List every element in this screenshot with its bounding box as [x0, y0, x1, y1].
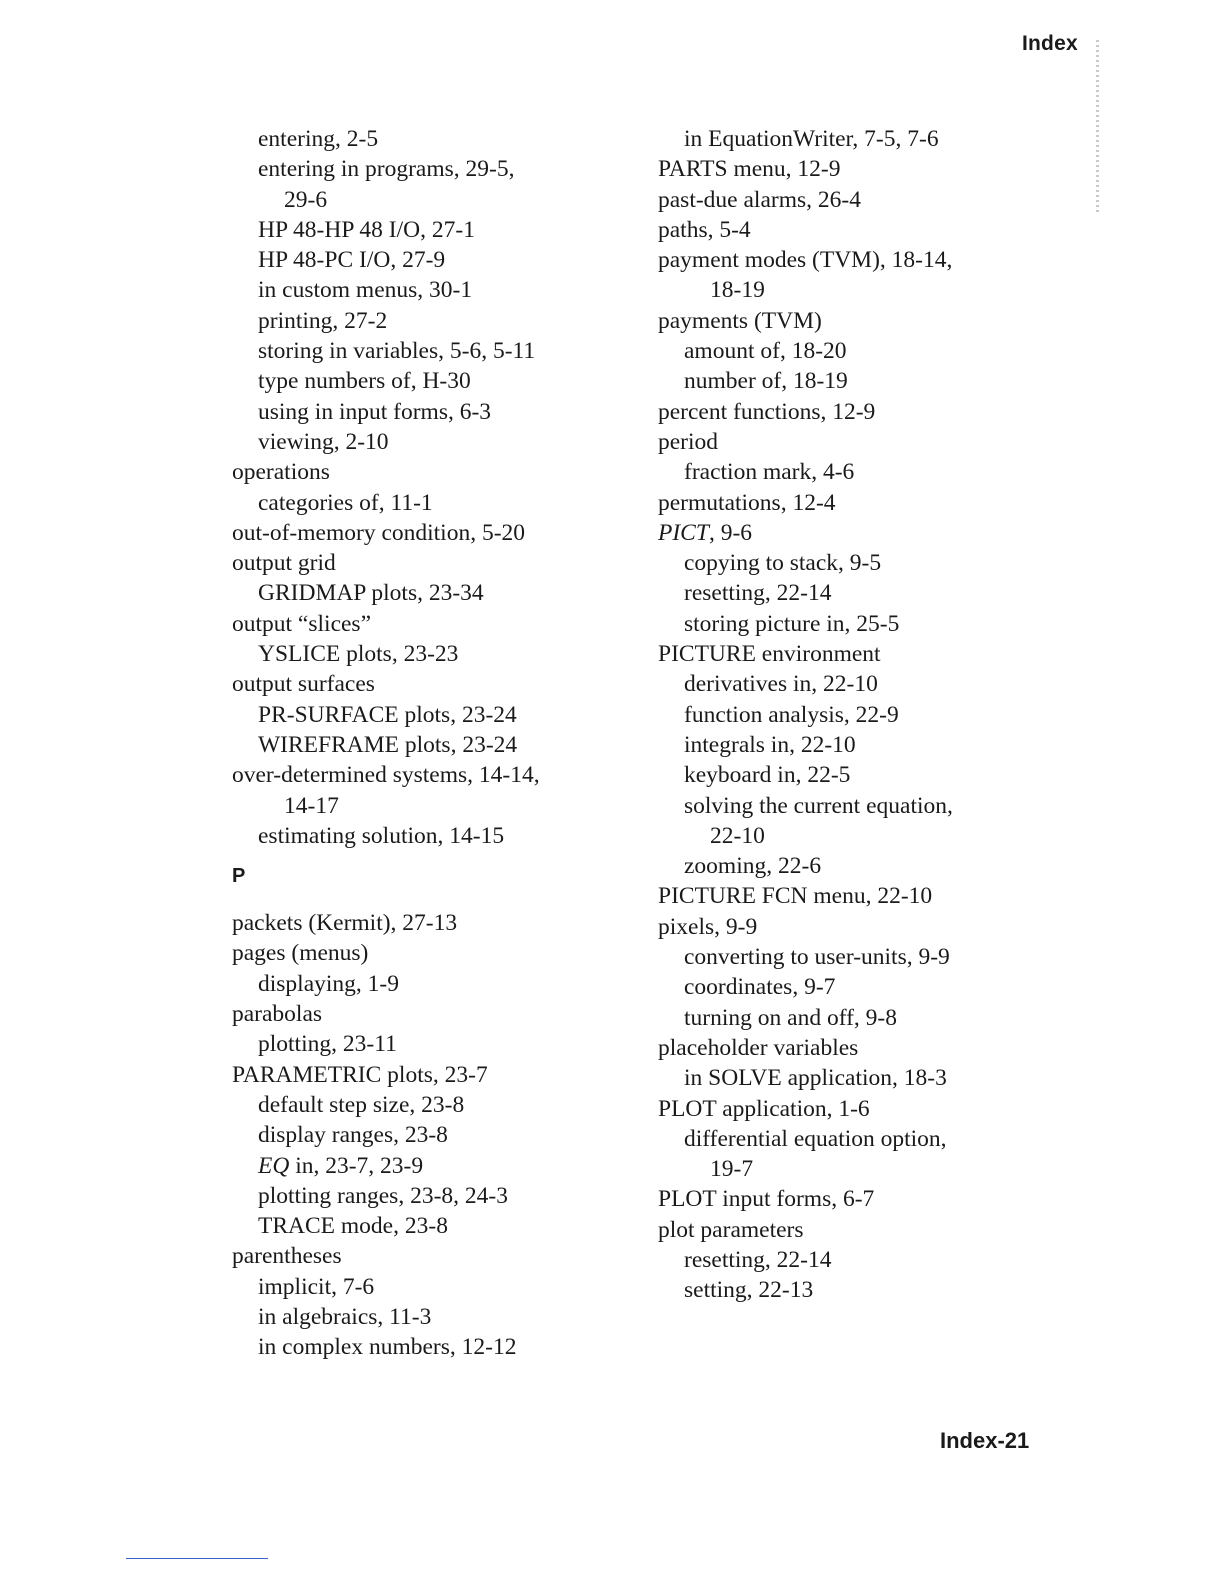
index-entry: period	[658, 428, 719, 455]
index-subentry: fraction mark, 4-6	[684, 459, 855, 486]
running-header-title: Index	[1022, 32, 1078, 55]
index-entry: over-determined systems, 14-14,	[232, 762, 540, 789]
index-subentry: setting, 22-13	[684, 1277, 814, 1304]
index-entry: payments (TVM)	[658, 307, 822, 334]
index-entry: paths, 5-4	[658, 216, 751, 243]
index-entry: packets (Kermit), 27-13	[232, 910, 458, 937]
index-entry: PICTURE environment	[658, 641, 881, 668]
index-subentry: differential equation option,	[684, 1125, 947, 1152]
index-entry	[658, 518, 1038, 548]
index-entry: permutations, 12-4	[658, 489, 836, 516]
index-entry: pixels, 9-9	[658, 913, 758, 940]
index-entry: PARTS menu, 12-9	[658, 156, 841, 183]
index-subentry: GRIDMAP plots, 23-34	[258, 580, 484, 607]
index-subentry: viewing, 2-10	[258, 428, 389, 455]
index-entry: pages (menus)	[232, 940, 369, 967]
index-entry: payment modes (TVM), 18-14,	[658, 247, 953, 274]
index-subentry: 29-6	[284, 186, 328, 213]
index-entry: parentheses	[232, 1243, 342, 1270]
index-entry: PICTURE FCN menu, 22-10	[658, 883, 933, 910]
index-entry: out-of-memory condition, 5-20	[232, 519, 526, 546]
italic-term: EQ	[258, 1152, 290, 1179]
index-subentry: 14-17	[284, 792, 339, 819]
index-subentry: display ranges, 23-8	[258, 1122, 448, 1149]
index-subentry: entering, 2-5	[258, 126, 379, 152]
index-column-right	[658, 124, 1038, 1306]
index-subentry: using in input forms, 6-3	[258, 398, 492, 425]
index-subentry: 18-19	[710, 277, 765, 304]
index-subentry: turning on and off, 9-8	[684, 1004, 897, 1031]
index-entry: PARAMETRIC plots, 23-7	[232, 1061, 488, 1088]
index-subentry: number of, 18-19	[684, 368, 848, 395]
index-entry: percent functions, 12-9	[658, 398, 876, 425]
index-subentry: zooming, 22-6	[684, 853, 822, 880]
edge-tab-mark	[1096, 40, 1099, 212]
index-subentry: storing in variables, 5-6, 5-11	[258, 338, 536, 365]
entry-locators: in, 23-7, 23-9	[289, 1152, 424, 1179]
index-subentry: resetting, 22-14	[684, 1246, 832, 1273]
index-subentry: derivatives in, 22-10	[684, 671, 878, 698]
index-subentry: implicit, 7-6	[258, 1273, 375, 1300]
index-subentry: 22-10	[710, 822, 765, 849]
italic-term: PICT	[658, 519, 709, 546]
index-subentry: TRACE mode, 23-8	[258, 1213, 448, 1240]
section-heading: P	[232, 865, 246, 888]
index-entry: parabolas	[232, 1001, 323, 1028]
index-subentry: in EquationWriter, 7-5, 7-6	[684, 126, 939, 152]
index-subentry	[232, 1151, 612, 1181]
index-entry: PLOT input forms, 6-7	[658, 1186, 875, 1213]
index-column-left	[232, 124, 612, 1363]
index-entry: placeholder variables	[658, 1034, 859, 1061]
index-subentry: categories of, 11-1	[258, 489, 433, 516]
index-subentry: in complex numbers, 12-12	[258, 1334, 517, 1361]
index-entry: past-due alarms, 26-4	[658, 186, 861, 213]
index-entry: plot parameters	[658, 1216, 804, 1243]
index-subentry: default step size, 23-8	[258, 1091, 465, 1118]
index-subentry: in SOLVE application, 18-3	[684, 1065, 947, 1092]
index-entry: output “slices”	[232, 610, 372, 637]
index-subentry: displaying, 1-9	[258, 970, 399, 997]
index-subentry: copying to stack, 9-5	[684, 550, 882, 577]
index-subentry: WIREFRAME plots, 23-24	[258, 731, 518, 758]
index-subentry: estimating solution, 14-15	[258, 822, 505, 849]
index-subentry: HP 48-HP 48 I/O, 27-1	[258, 216, 475, 243]
index-subentry: plotting ranges, 23-8, 24-3	[258, 1182, 508, 1209]
index-subentry: printing, 27-2	[258, 307, 388, 334]
index-subentry: 19-7	[710, 1156, 754, 1183]
index-entry: operations	[232, 459, 330, 486]
index-subentry: keyboard in, 22-5	[684, 762, 851, 789]
footer-rule	[126, 1558, 268, 1559]
index-subentry: converting to user-units, 9-9	[684, 944, 950, 971]
index-subentry: amount of, 18-20	[684, 338, 847, 365]
index-subentry: in custom menus, 30-1	[258, 277, 473, 304]
index-subentry: integrals in, 22-10	[684, 731, 856, 758]
index-subentry: storing picture in, 25-5	[684, 610, 900, 637]
index-subentry: entering in programs, 29-5,	[258, 156, 515, 183]
index-subentry: plotting, 23-11	[258, 1031, 397, 1058]
page-number: Index-21	[940, 1428, 1030, 1453]
entry-locators: , 9-6	[708, 519, 753, 546]
index-subentry: PR-SURFACE plots, 23-24	[258, 701, 517, 728]
index-subentry: in algebraics, 11-3	[258, 1303, 432, 1330]
index-subentry: HP 48-PC I/O, 27-9	[258, 247, 446, 274]
index-subentry: function analysis, 22-9	[684, 701, 899, 728]
index-entry: output grid	[232, 550, 336, 577]
index-subentry: solving the current equation,	[684, 792, 953, 819]
index-subentry: YSLICE plots, 23-23	[258, 641, 459, 668]
index-entry: output surfaces	[232, 671, 375, 698]
index-subentry: coordinates, 9-7	[684, 974, 836, 1001]
index-subentry: type numbers of, H-30	[258, 368, 471, 395]
index-entry: PLOT application, 1-6	[658, 1095, 870, 1122]
index-subentry: resetting, 22-14	[684, 580, 832, 607]
